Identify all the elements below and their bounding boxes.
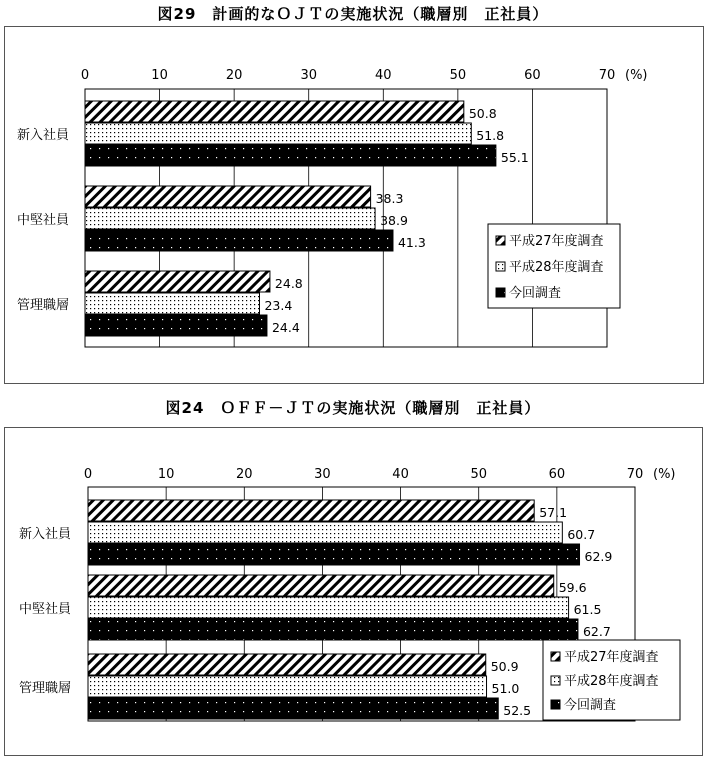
data-label: 50.9 [490, 659, 519, 674]
data-label: 24.4 [271, 320, 300, 335]
x-tick-label: 10 [151, 68, 168, 83]
x-tick-label: 50 [449, 68, 467, 83]
bar [85, 230, 393, 251]
legend-swatch [551, 676, 560, 685]
bar [88, 522, 562, 543]
x-tick-label: 10 [157, 467, 175, 482]
bar [88, 597, 569, 618]
bar [85, 208, 375, 229]
legend-swatch [496, 262, 505, 271]
data-label: 24.8 [274, 276, 303, 291]
chart-2-title: 図24 ＯＦＦ－ＪＴの実施状況（職層別 正社員） [165, 399, 541, 417]
x-tick-label: 40 [375, 68, 392, 83]
category-label: 管理職層 [16, 298, 70, 313]
legend-swatch [551, 700, 560, 709]
data-label: 52.5 [503, 703, 532, 718]
legend-label: 平成27年度調査 [509, 234, 604, 249]
legend-swatch [496, 236, 505, 245]
data-label: 41.3 [397, 235, 426, 250]
bar [85, 186, 371, 207]
x-tick-label: 60 [548, 467, 566, 482]
data-label: 51.8 [476, 128, 505, 143]
bar [85, 315, 267, 336]
x-tick-label: 70 [598, 68, 616, 83]
x-tick-label: 0 [83, 467, 93, 482]
bar [85, 293, 259, 314]
bar [88, 654, 486, 675]
category-label: 中堅社員 [18, 602, 72, 617]
x-tick-label: 0 [80, 68, 90, 83]
chart-1-title: 図29 計画的なＯＪＴの実施状況（職層別 正社員） [157, 5, 549, 23]
legend-label: 平成28年度調査 [564, 674, 659, 689]
legend-label: 平成28年度調査 [509, 260, 604, 275]
category-label: 管理職層 [18, 681, 72, 696]
data-label: 51.0 [491, 681, 520, 696]
data-label: 23.4 [264, 298, 293, 313]
bar [88, 698, 498, 719]
legend-swatch [496, 288, 505, 297]
data-label: 62.7 [582, 624, 611, 639]
bar [88, 619, 578, 640]
bar [85, 145, 496, 166]
category-label: 新入社員 [16, 128, 70, 143]
x-tick-label: 50 [470, 467, 487, 482]
data-label: 60.7 [567, 527, 596, 542]
x-tick-label: 30 [314, 467, 331, 482]
category-label: 中堅社員 [16, 213, 70, 228]
chart-1-panel [4, 26, 704, 384]
bar [85, 123, 471, 144]
x-tick-label: 40 [392, 467, 409, 482]
x-tick-label: 20 [225, 68, 243, 83]
x-unit-label: (%) [625, 68, 648, 83]
data-label: 62.9 [584, 549, 613, 564]
x-tick-label: 20 [236, 467, 253, 482]
bar [88, 500, 534, 521]
data-label: 38.3 [375, 191, 404, 206]
data-label: 55.1 [500, 150, 529, 165]
data-label: 38.9 [380, 213, 408, 228]
legend-label: 平成27年度調査 [564, 650, 659, 665]
bar [88, 544, 580, 565]
chart-2-svg [5, 428, 702, 755]
data-label: 61.5 [573, 602, 602, 617]
data-label: 57.1 [539, 505, 568, 520]
legend-label: 今回調査 [564, 698, 617, 713]
x-tick-label: 70 [626, 467, 644, 482]
bar [88, 676, 487, 697]
bar [85, 271, 270, 292]
chart-1-svg [5, 27, 703, 383]
x-unit-label: (%) [653, 467, 676, 482]
x-tick-label: 60 [524, 68, 541, 83]
legend-label: 今回調査 [509, 286, 562, 301]
data-label: 59.6 [558, 580, 587, 595]
legend-swatch [551, 652, 560, 661]
category-label: 新入社員 [18, 527, 72, 542]
x-tick-label: 30 [300, 68, 317, 83]
bar [85, 101, 464, 122]
data-label: 50.8 [468, 106, 497, 121]
chart-2-panel [4, 427, 703, 756]
bar [88, 575, 554, 596]
